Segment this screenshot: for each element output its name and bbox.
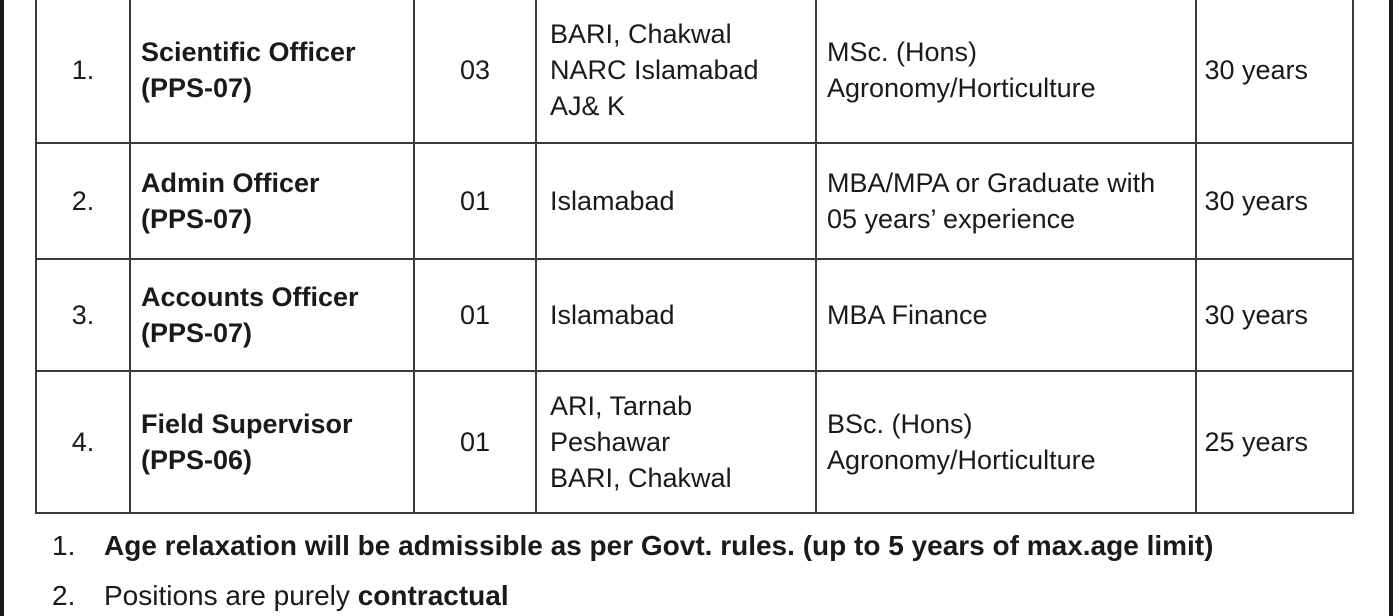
serial-number: 4. [36,371,130,513]
qualification: MSc. (Hons) Agronomy/Horticulture [816,0,1196,143]
post-name: Scientific Officer (PPS-07) [130,0,414,143]
table-row [36,371,1353,513]
note-number: 2. [52,580,76,611]
note-number: 1. [52,530,76,561]
table-row [36,143,1353,259]
age-limit: 30 years [1196,259,1353,371]
serial-number: 2. [36,143,130,259]
serial-number: 1. [36,0,130,143]
table-row [36,259,1353,371]
vacancy-table [35,0,1354,514]
station: Islamabad [536,259,816,371]
post-count: 01 [414,143,536,259]
note-item [52,580,509,612]
station: BARI, Chakwal NARC Islamabad AJ& K [536,0,816,143]
qualification: MBA Finance [816,259,1196,371]
station: ARI, Tarnab Peshawar BARI, Chakwal [536,371,816,513]
post-name: Field Supervisor (PPS-06) [130,371,414,513]
note-text: Age relaxation will be admissible as per Govt. rules. (up to 5 years of max.age limit) [104,530,1214,561]
age-limit: 30 years [1196,0,1353,143]
table-row [36,0,1353,143]
post-count: 01 [414,259,536,371]
post-name: Admin Officer (PPS-07) [130,143,414,259]
note-text: Positions are purely [104,580,358,611]
qualification: MBA/MPA or Graduate with 05 years’ experience [816,143,1196,259]
post-name: Accounts Officer (PPS-07) [130,259,414,371]
age-limit: 30 years [1196,143,1353,259]
age-limit: 25 years [1196,371,1353,513]
post-count: 01 [414,371,536,513]
qualification: BSc. (Hons) Agronomy/Horticulture [816,371,1196,513]
note-emphasis: contractual [357,580,509,611]
serial-number: 3. [36,259,130,371]
note-item [52,530,1213,562]
station: Islamabad [536,143,816,259]
post-count: 03 [414,0,536,143]
